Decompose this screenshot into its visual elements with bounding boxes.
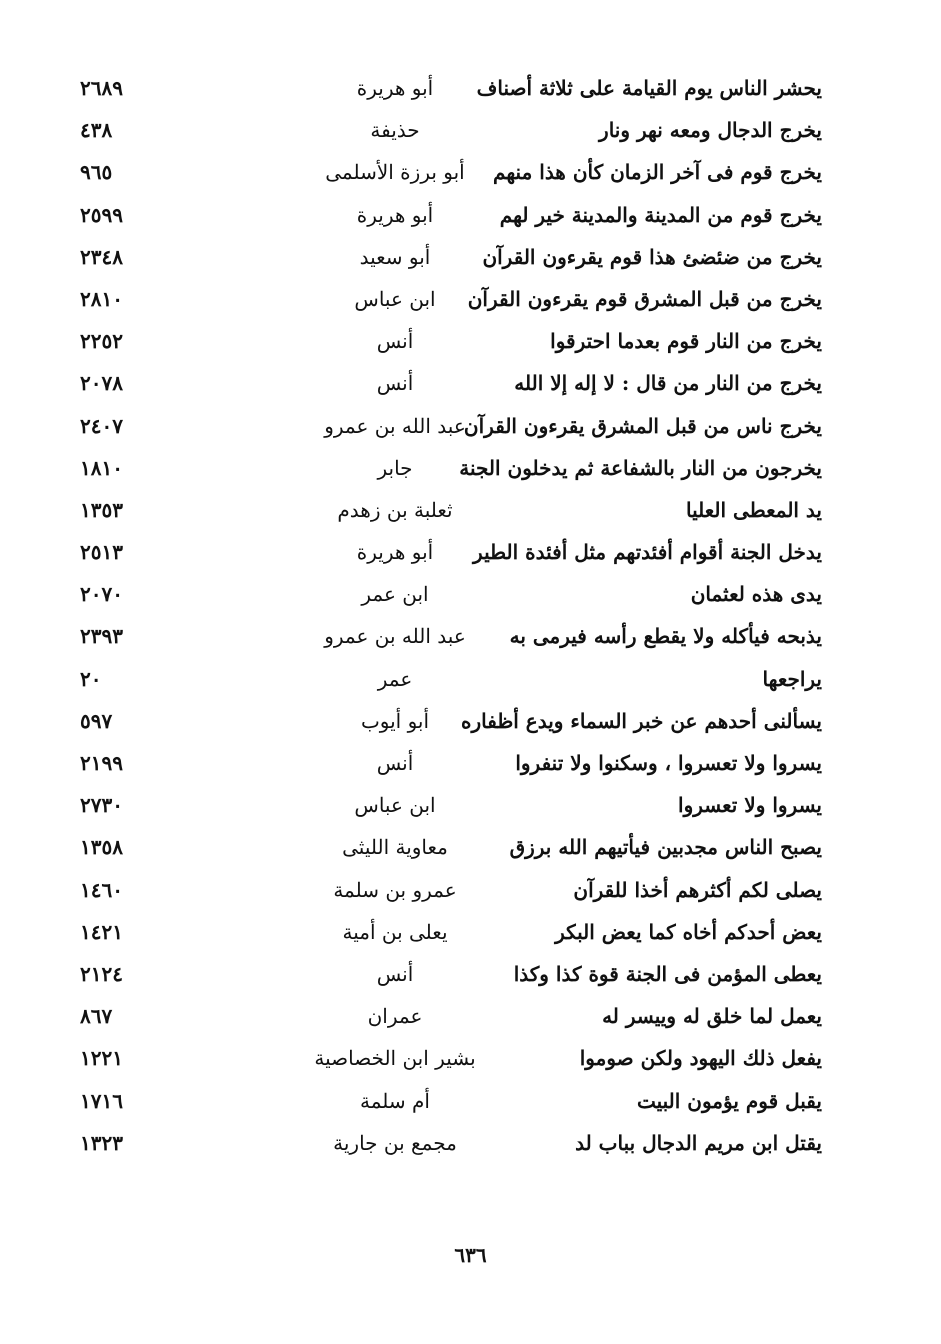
narrator-name: ابن عمر [361,582,429,607]
narrator-name: يعلى بن أمية [342,919,448,944]
hadith-text: يعمل لما خلق له وييسر له [602,1004,822,1029]
hadith-number: ١٧١٦ [80,1088,123,1113]
hadith-text: يقبل قوم يؤمون البيت [636,1088,822,1113]
hadith-text: يذبحه فيأكله ولا يقطع رأسه فيرمى به [509,624,822,649]
hadith-text: يعطى المؤمن فى الجنة قوة كذا وكذا [513,961,822,986]
index-row [60,531,840,573]
index-row [60,67,840,109]
index-row [60,109,840,151]
narrator-name: مجمع بن جارية [333,1130,457,1155]
narrator-name: عمران [367,1004,423,1029]
hadith-text: يسروا ولا تعسروا ، وسكنوا ولا تنفروا [515,751,822,775]
hadith-number: ١٣٥٣ [80,497,123,522]
narrator-name: أبو هريرة [356,202,434,227]
index-row [60,700,840,742]
hadith-number: ١٢٢١ [80,1046,123,1071]
hadith-number: ٢٤٠٧ [80,413,123,438]
hadith-number: ٨٦٧ [80,1004,113,1029]
narrator-name: عمرو بن سلمة [333,877,457,902]
hadith-text: يعض أحدكم أخاه كما يعض البكر [555,919,822,944]
index-row [60,995,840,1037]
index-row [60,826,840,868]
hadith-text: يقتل ابن مريم الدجال بباب لد [575,1130,822,1155]
hadith-text: يخرج قوم فى آخر الزمان كأن هذا منهم [493,160,822,185]
hadith-number: ٢٨١٠ [80,286,123,311]
hadith-text: يدى هذه لعثمان [690,582,822,607]
narrator-name: أبو برزة الأسلمى [325,160,465,185]
narrator-name: جابر [377,455,413,480]
hadith-number: ١٤٢١ [80,919,123,944]
hadith-text: يسألنى أحدهم عن خبر السماء ويدع أظفاره [461,708,822,733]
hadith-number: ٢١٢٤ [80,961,123,986]
hadith-text: يخرج الدجال ومعه نهر ونار [599,118,822,143]
hadith-number: ١٣٢٣ [80,1130,123,1155]
hadith-number: ٢٠٧٠ [80,582,123,607]
narrator-name: أنس [376,329,414,354]
hadith-number: ٢٠ [80,666,102,691]
hadith-text: يخرجون من النار بالشفاعة ثم يدخلون الجنة [459,455,822,480]
index-row [60,1080,840,1122]
hadith-number: ٤٣٨ [80,118,113,143]
hadith-text: يسروا ولا تعسروا [678,793,822,818]
hadith-number: ٢٢٥٢ [80,329,123,354]
index-row [60,278,840,320]
hadith-text: يراجعها [762,666,822,691]
hadith-text: يصبح الناس مجدبين فيأتيهم الله برزق [509,835,822,860]
hadith-index-table [60,67,840,1164]
index-row [60,784,840,826]
hadith-number: ٢١٩٩ [80,751,123,775]
narrator-name: ابن عباس [354,286,436,311]
narrator-name: أبو هريرة [356,76,434,100]
index-row [60,658,840,700]
narrator-name: أنس [376,751,414,775]
narrator-name: عمر [377,666,413,691]
index-row [60,1037,840,1079]
index-row [60,236,840,278]
hadith-text: يفعل ذلك اليهود ولكن صوموا [579,1046,822,1071]
narrator-name: أنس [376,371,414,396]
index-row [60,320,840,362]
hadith-text: يخرج ناس من قبل المشرق يقرءون القرآن [463,413,822,438]
index-row [60,869,840,911]
narrator-name: حذيفة [370,118,420,143]
hadith-number: ٢٣٤٨ [80,244,123,269]
hadith-text: يصلى لكم أكثرهم أخذا للقرآن [573,877,822,902]
hadith-number: ٢٥٩٩ [80,202,123,227]
narrator-name: عبد الله بن عمرو [324,624,466,649]
index-row [60,362,840,404]
hadith-text: يحشر الناس يوم القيامة على ثلاثة أصناف [476,76,822,100]
index-row [60,911,840,953]
hadith-text: يخرج من النار من قال : لا إله إلا الله [514,371,822,396]
narrator-name: أبو أيوب [360,708,430,733]
hadith-number: ٢٥١٣ [80,540,123,565]
hadith-number: ١٣٥٨ [80,835,123,860]
index-row [60,447,840,489]
hadith-number: ٢٠٧٨ [80,371,123,396]
hadith-number: ٥٩٧ [80,708,113,733]
hadith-number: ١٤٦٠ [80,877,123,902]
index-row [60,1122,840,1164]
hadith-text: يخرج من ضئضئ هذا قوم يقرءون القرآن [482,244,822,269]
hadith-number: ١٨١٠ [80,455,123,480]
hadith-text: يخرج من قبل المشرق قوم يقرءون القرآن [467,286,822,311]
page-number: ٦٣٦ [454,1243,487,1267]
index-row [60,405,840,447]
hadith-number: ٢٧٣٠ [80,793,123,818]
narrator-name: أنس [376,961,414,986]
index-row [60,615,840,657]
index-row [60,953,840,995]
narrator-name: عبد الله بن عمرو [324,413,466,438]
index-row [60,151,840,193]
index-row [60,194,840,236]
hadith-number: ٩٦٥ [80,160,113,185]
narrator-name: أبو هريرة [356,540,434,565]
hadith-text: يدخل الجنة أقوام أفئدتهم مثل أفئدة الطير [473,540,822,565]
hadith-number: ٢٣٩٣ [80,624,123,649]
hadith-text: يد المعطى العليا [686,497,822,522]
narrator-name: ثعلبة بن زهدم [337,497,453,522]
index-row [60,489,840,531]
index-row [60,742,840,784]
narrator-name: معاوية الليثى [342,835,448,860]
narrator-name: ابن عباس [354,793,436,818]
hadith-text: يخرج من النار قوم بعدما احترقوا [550,329,822,354]
hadith-text: يخرج قوم من المدينة والمدينة خير لهم [499,202,822,227]
narrator-name: أم سلمة [360,1088,430,1113]
hadith-number: ٢٦٨٩ [80,76,123,100]
narrator-name: أبو سعيد [359,244,431,269]
narrator-name: بشير ابن الخصاصية [314,1046,476,1071]
index-row [60,573,840,615]
